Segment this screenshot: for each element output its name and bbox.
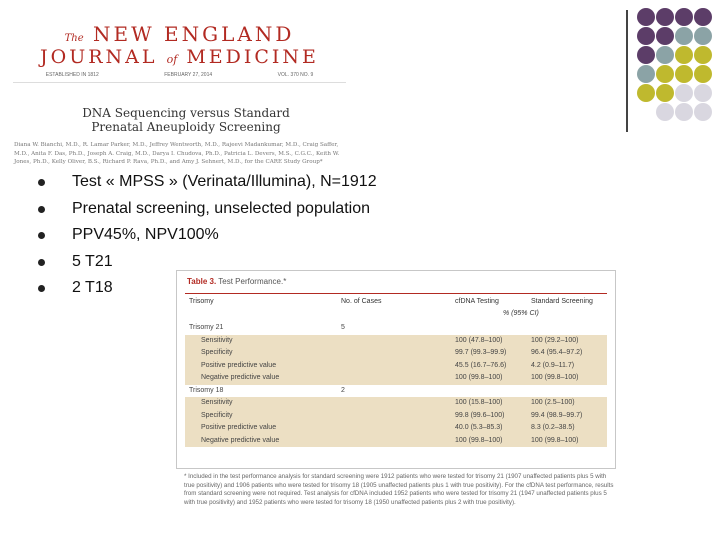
- decorative-dot: [656, 84, 674, 102]
- decorative-dot: [675, 103, 693, 121]
- cell-label: Negative predictive value: [201, 436, 280, 444]
- decorative-dot: [675, 65, 693, 83]
- table-group-row: [185, 322, 607, 335]
- cell-cfdna: 100 (15.8–100): [455, 399, 503, 406]
- cell-label: Specificity: [201, 411, 233, 419]
- decorative-dot: [656, 27, 674, 45]
- decorative-dot-grid: [637, 8, 717, 123]
- decorative-dot: [694, 46, 712, 64]
- cell-label: Positive predictive value: [201, 361, 277, 369]
- cell-label: Sensitivity: [201, 399, 233, 406]
- decorative-dot: [694, 8, 712, 26]
- table-row: [185, 397, 607, 410]
- table-row: [185, 410, 607, 423]
- table-footnote: * Included in the test performance analysis for standard screening were 1912 patients who were tested for trisomy 21 (1907 unaffected patients plus 5 with true positivity) and 1906 patients who were tested for trisomy 18 (1905 unaffected patients plus 1 with true positivity). For the cfDNA test performance, results from standard screening were not required. Test analysis for cfDNA included 1952 patients who were tested for trisomy 21 (1947 unaffected patients plus 5 with true positivity) and 1952 patients who were tested for trisomy 18 (1950 unaffected patients plus 2 with true positivity).: [184, 473, 614, 506]
- cell-standard: 100 (99.8–100): [531, 374, 579, 381]
- table-row: [185, 372, 607, 385]
- cell-cfdna: 100 (99.8–100): [455, 436, 503, 444]
- masthead-line-2: JOURNAL of MEDICINE: [40, 46, 319, 68]
- table-row: [185, 360, 607, 373]
- table-row: [185, 422, 607, 435]
- header-cases: No. of Cases: [341, 298, 382, 305]
- decorative-dot: [675, 27, 693, 45]
- table-box: [176, 270, 616, 469]
- cell-label: Specificity: [201, 349, 233, 356]
- bullet-item: 2 T18: [38, 275, 377, 302]
- cell-label: Positive predictive value: [201, 424, 277, 431]
- cell-standard: 100 (2.5–100): [531, 399, 575, 406]
- bullet-item: 5 T21: [38, 249, 377, 276]
- bullet-dot-icon: [38, 285, 45, 292]
- bullet-item: Test « MPSS » (Verinata/Illumina), N=1912: [38, 169, 377, 196]
- cell-label: Trisomy 18: [189, 386, 224, 394]
- cell-label: Sensitivity: [201, 336, 233, 344]
- decorative-dot: [656, 103, 674, 121]
- table-title: Table 3. Test Performance.*: [187, 277, 287, 286]
- cell-standard: 4.2 (0.9–11.7): [531, 361, 575, 369]
- cell-label: Trisomy 21: [189, 324, 224, 331]
- decorative-dot: [694, 65, 712, 83]
- decorative-dot: [656, 8, 674, 26]
- cell-cfdna: 99.8 (99.6–100): [455, 411, 505, 419]
- bullet-dot-icon: [38, 259, 45, 266]
- bullet-dot-icon: [38, 232, 45, 239]
- decorative-dot: [637, 65, 655, 83]
- decorative-dot: [694, 84, 712, 102]
- article-authors: Diana W. Bianchi, M.D., R. Lamar Parker, M.D., Jeffrey Wentworth, M.D., Rajeevi Madankumar, M.D., Craig Saffer, M.D., Anita F. Das, Ph.D., Joseph A. Craig, M.D., Darya I. Chudova, Ph.D., Patricia L. Devers, M.S., C.G.C., Keith W. Jones, Ph.D., Kelly Oliver, B.S., Richard P. Rava, Ph.D., and Amy J. Sehnert, M.D., for the CARE Study Group*: [14, 142, 340, 165]
- header-standard: Standard Screening: [531, 298, 593, 305]
- cell-cfdna: 100 (47.8–100): [455, 336, 503, 344]
- cell-cfdna: 45.5 (16.7–76.6): [455, 361, 507, 369]
- decorative-dot: [675, 46, 693, 64]
- cell-cfdna: 40.0 (5.3–85.3): [455, 424, 503, 431]
- decorative-dot: [637, 8, 655, 26]
- cell-label: Negative predictive value: [201, 374, 280, 381]
- bullet-dot-icon: [38, 179, 45, 186]
- cell-cfdna: 100 (99.8–100): [455, 374, 503, 381]
- cell-standard: 99.4 (98.9–99.7): [531, 411, 583, 419]
- decorative-dot: [637, 46, 655, 64]
- table-group-row: [185, 385, 607, 398]
- decorative-dot: [675, 84, 693, 102]
- cell-cases: 5: [341, 324, 345, 331]
- article-title: DNA Sequencing versus Standard Prenatal Aneuploidy Screening: [82, 106, 290, 134]
- table-row: [185, 435, 607, 448]
- table-body: [185, 322, 607, 447]
- table-header: [185, 293, 607, 320]
- cell-cfdna: 99.7 (99.3–99.9): [455, 349, 507, 356]
- decorative-dot: [637, 84, 655, 102]
- table-row: [185, 335, 607, 348]
- header-cfdna: cfDNA Testing: [455, 298, 499, 305]
- cell-standard: 96.4 (95.4–97.2): [531, 349, 583, 356]
- masthead-dateline: ESTABLISHED IN 1812 FEBRUARY 27, 2014 VOL. 370 NO. 9: [45, 72, 314, 78]
- cell-standard: 100 (29.2–100): [531, 336, 579, 344]
- decorative-dot: [694, 27, 712, 45]
- cell-standard: 100 (99.8–100): [531, 436, 579, 444]
- cell-standard: 8.3 (0.2–38.5): [531, 424, 575, 431]
- decorative-dot: [675, 8, 693, 26]
- bullet-dot-icon: [38, 206, 45, 213]
- table-row: [185, 347, 607, 360]
- decorative-dot: [694, 103, 712, 121]
- masthead-line-1: The NEW ENGLAND: [64, 22, 295, 46]
- decorative-dot: [656, 65, 674, 83]
- decorative-dot: [637, 27, 655, 45]
- cell-cases: 2: [341, 386, 345, 394]
- decorative-dot: [656, 46, 674, 64]
- header-unit: % (95% CI): [503, 310, 539, 317]
- journal-masthead: [13, 10, 346, 83]
- header-trisomy: Trisomy: [189, 298, 214, 305]
- bullet-item: Prenatal screening, unselected population: [38, 196, 377, 223]
- bullet-item: PPV45%, NPV100%: [38, 222, 377, 249]
- table-figure: [176, 270, 616, 525]
- decorative-vertical-line: [626, 10, 628, 132]
